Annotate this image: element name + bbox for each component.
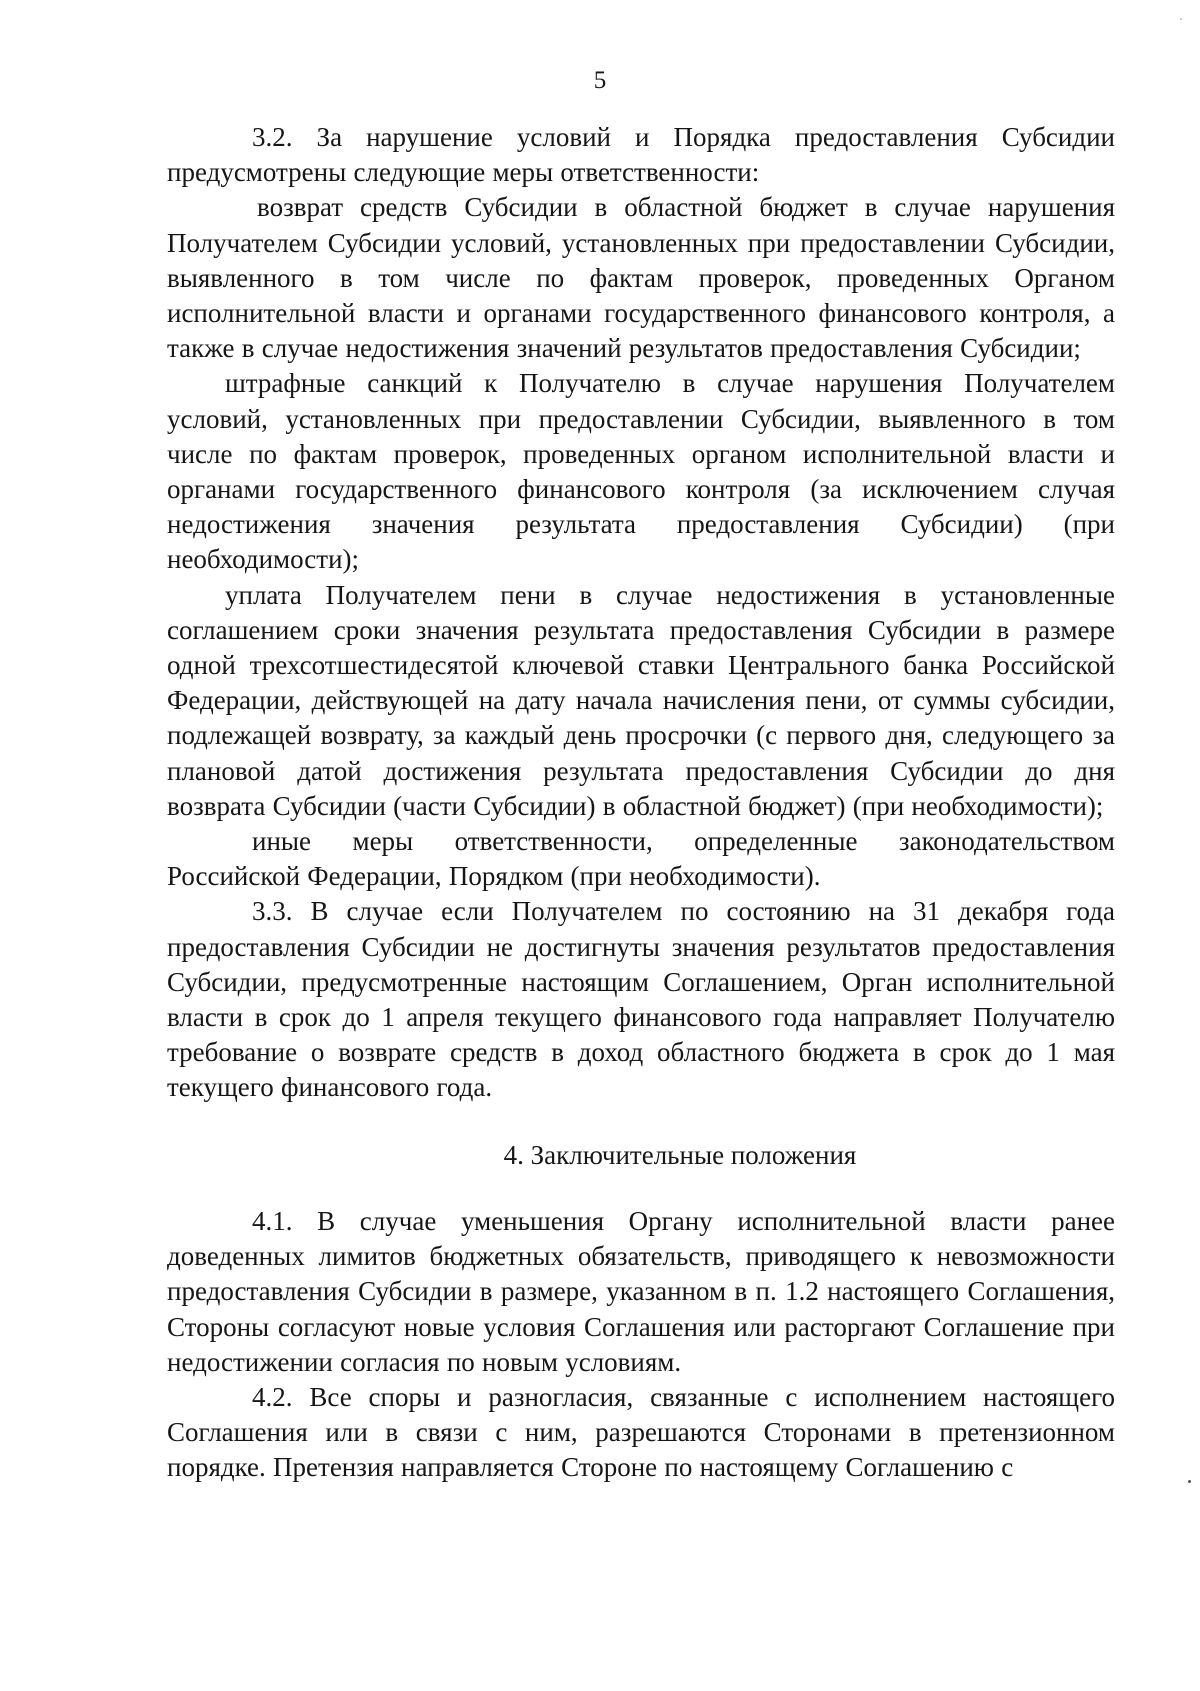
clause-3-2-measure-return: возврат средств Субсидии в областной бюджет в случае нарушения Получателем Субсидии условий, установленных при предоставлении Субсидии, выявленного в том числе по фактам проверок, проведенных Органом исполнительной власти и органами государственного финансового контроля, а также в случае недостижения значений результатов предоставления Субсидии; — [167, 192, 1115, 364]
document-body — [167, 120, 1115, 1486]
clause-3-2-intro: 3.2. За нарушение условий и Порядка предоставления Субсидии предусмотрены следующие меры ответственности: — [167, 122, 1115, 188]
scan-speck — [1188, 1480, 1191, 1483]
scan-speck — [1180, 18, 1182, 20]
page-number: 5 — [593, 67, 607, 94]
clause-4-1: 4.1. В случае уменьшения Органу исполнительной власти ранее доведенных лимитов бюджетных обязательств, приводящего к невозможности предоставления Субсидии в размере, указанном в п. 1.2 настоящего Соглашения, Стороны согласуют новые условия Соглашения или расторгают Соглашение при недостижении согласия по новым условиям. — [167, 1205, 1115, 1377]
clause-3-2-measure-penalty: уплата Получателем пени в случае недостижения в установленные соглашением сроки значения результата предоставления Субсидии в размере одной трехсотшестидесятой ключевой ставки Центрального банка Российской Федерации, действующей на дату начала начисления пени, от суммы субсидии, подлежащей возврату, за каждый день просрочки (с первого дня, следующего за плановой датой достижения результата предоставления Субсидии до дня возврата Субсидии (части Субсидии) в областной бюджет) (при необходимости); — [167, 579, 1115, 821]
clause-3-3: 3.3. В случае если Получателем по состоянию на 31 декабря года предоставления Субсидии не достигнуты значения результатов предоставления Субсидии, предусмотренные настоящим Соглашением, Орган исполнительной власти в срок до 1 апреля текущего финансового года направляет Получателю требование о возврате средств в доход областного бюджета в срок до 1 мая текущего финансового года. — [167, 896, 1115, 1103]
section-4-heading: 4. Заключительные положения — [503, 1139, 857, 1170]
clause-3-2-measure-other: иные меры ответственности, определенные законодательством Российской Федерации, Порядком (при необходимости). — [167, 826, 1115, 892]
clause-4-2: 4.2. Все споры и разногласия, связанные с исполнением настоящего Соглашения или в связи с ним, разрешаются Сторонами в претензионном порядке. Претензия направляется Стороне по настоящему Соглашению с — [167, 1381, 1115, 1483]
clause-3-2-measure-fines: штрафные санкций к Получателю в случае нарушения Получателем условий, установленных при предоставлении Субсидии, выявленного в том числе по фактам проверок, проведенных органом исполнительной власти и органами государственного финансового контроля (за исключением случая недостижения значения результата предоставления Субсидии) (при необходимости); — [167, 368, 1115, 575]
